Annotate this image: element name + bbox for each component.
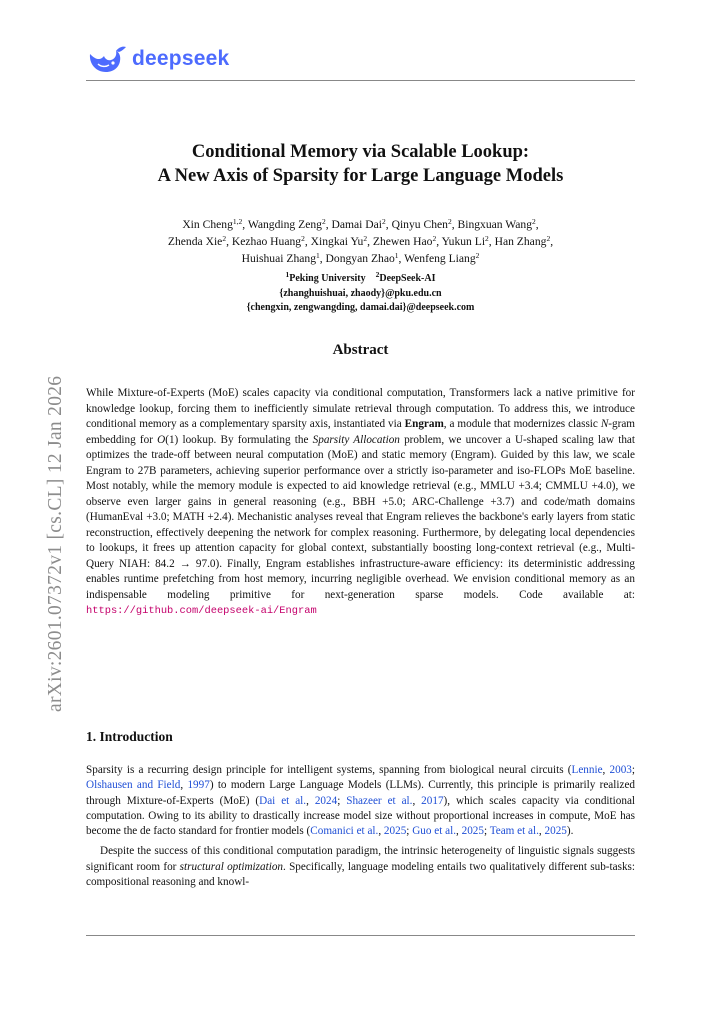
email-pku: {zhanghuishuai, zhaody}@pku.edu.cn — [279, 287, 442, 299]
affiliations — [86, 272, 635, 316]
author-name: Huishuai Zhang — [241, 252, 316, 265]
author-name: Xingkai Yu — [310, 235, 364, 248]
citation-link[interactable]: Olshausen and Field — [86, 779, 181, 792]
citation-link[interactable]: 2025 — [383, 825, 407, 838]
header-rule — [86, 80, 635, 81]
author-name: Damai Dai — [331, 218, 383, 231]
citation-link[interactable]: Shazeer et al. — [346, 794, 413, 807]
abstract-body: While Mixture-of-Experts (MoE) scales capacity via conditional computation, Transformers lack a native primitive for knowledge lookup, forcing them to inefficiently simulate retrieval through computation. To address this, we introduce conditional memory as a complementary sparsity axis, instantiated via Engram, a module that modernizes classic N-gram embedding for O(1) lookup. By formulating the Sparsity Allocation problem, we uncover a U-shaped scaling law that optimizes the trade-off between neural computation (MoE) and static memory (Engram). Guided by this law, we scale Engram to 27B parameters, achieving superior performance over a strictly iso-parameter and iso-FLOPs MoE baseline. Most notably, while the memory module is expected to aid knowledge retrieval (e.g., MMLU +3.4; CMMLU +4.0), we observe even larger gains in general reasoning (e.g., BBH +5.0; ARC-Challenge +3.7) and code/math domains (HumanEval +3.0; MATH +2.4). Mechanistic analyses reveal that Engram relieves the backbone's early layers from static reconstruction, effectively deepening the network for complex reasoning. Furthermore, by delegating local dependencies to lookups, it frees up attention capacity for global context, substantially boosting long-context retrieval (e.g., Multi-Query NIAH: 84.2 → 97.0). Finally, Engram establishes infrastructure-aware efficiency: its deterministic addressing enables runtime prefetching from host memory, incurring negligible overhead. We envision conditional memory as an indispensable modeling primitive for next-generation sparse models. Code available at: https://github.com/deepseek-ai/Engram — [86, 387, 635, 617]
paper-title — [86, 140, 635, 188]
citation-link[interactable]: 2003 — [609, 764, 632, 776]
title-line-2: A New Axis of Sparsity for Large Language Models — [157, 166, 564, 186]
intro-paragraph-1: Sparsity is a recurring design principle for intelligent systems, spanning from biological neural circuits (Lennie, 2003; Olshausen and Field, 1997) to modern Large Language Models (LLMs). Currently, this principle is primarily realized through Mixture-of-Experts (MoE) (Dai et al., 2024; Shazeer et al., 2017), which scales capacity via conditional computation. Owing to its ability to drastically increase model size without proportional increases in compute, MoE has become the de facto standard for frontier models (Comanici et al., 2025; Guo et al., 2025; Team et al., 2025). — [86, 764, 636, 838]
citation-link[interactable]: Guo et al. — [412, 825, 457, 838]
citation-link[interactable]: 1997 — [187, 779, 210, 792]
author-name: Zhewen Hao — [372, 235, 433, 248]
citation-link[interactable]: Comanici et al. — [310, 825, 379, 838]
title-line-1: Conditional Memory via Scalable Lookup: — [191, 142, 530, 162]
intro-paragraph-2: Despite the success of this conditional computation paradigm, the intrinsic heterogeneity of linguistic signals suggests significant room for structural optimization. Specifically, language modeling entails two qualitatively different sub-tasks: compositional reasoning and knowl- — [86, 845, 635, 889]
engram-term: Engram — [404, 418, 444, 430]
author-name: Wenfeng Liang — [404, 252, 476, 265]
arxiv-sidebar — [26, 302, 64, 712]
citation-link[interactable]: Lennie — [571, 764, 603, 776]
logo-text: deepseek — [132, 47, 230, 70]
deepseek-logo — [86, 42, 229, 76]
code-link[interactable]: https://github.com/deepseek-ai/Engram — [86, 605, 317, 617]
email-deepseek: {chengxin, zengwangding, damai.dai}@deepseek.com — [246, 302, 475, 313]
citation-link[interactable]: Team et al. — [489, 825, 539, 838]
author-name: Han Zhang — [494, 235, 547, 248]
author-name: Dongyan Zhao — [325, 252, 395, 265]
affiliation-pku: Peking University — [289, 273, 366, 284]
citation-link[interactable]: Dai et al. — [259, 794, 307, 807]
citation-link[interactable]: 2024 — [314, 794, 338, 807]
footer-rule — [86, 935, 635, 936]
author-name: Wangding Zeng — [247, 218, 322, 231]
author-name: Zhenda Xie — [167, 235, 223, 248]
introduction-body — [86, 763, 635, 895]
citation-link[interactable]: 2017 — [421, 794, 444, 807]
section-heading-introduction: 1. Introduction — [86, 729, 173, 744]
author-name: Xin Cheng — [182, 218, 233, 231]
abstract-heading: Abstract — [332, 342, 389, 358]
author-name: Bingxuan Wang — [457, 218, 533, 231]
author-name: Qinyu Chen — [391, 218, 448, 231]
sparsity-allocation-term: Sparsity Allocation — [312, 433, 400, 446]
affiliation-line: $^1$Peking University $^2$DeepSeek-AI — [285, 270, 436, 284]
arxiv-id: arXiv:2601.07372v1 [cs.CL] 12 Jan 2026 — [45, 375, 66, 712]
author-name: Kezhao Huang — [231, 235, 302, 248]
citation-link[interactable]: 2025 — [544, 825, 567, 838]
whale-icon — [86, 42, 128, 76]
author-name: Yukun Li — [441, 235, 486, 248]
author-list: Xin Cheng$^{1,2}$, Wangding Zeng$^2$, Damai Dai$^2$, Qinyu Chen$^2$, Bingxuan Wang$^2$, Zhenda Xie$^2$, Kezhao Huang$^2$, Xingkai Yu$^2$, Zhewen Hao$^2$, Yukun Li$^2$, Han Zhang$^2$, Huishuai Zhang$^1$, Dongyan Zhao$^1$, Wenfeng Liang$^2$ — [167, 217, 554, 265]
citation-link[interactable]: 2025 — [461, 825, 484, 838]
affiliation-deepseek: DeepSeek-AI — [379, 273, 436, 284]
